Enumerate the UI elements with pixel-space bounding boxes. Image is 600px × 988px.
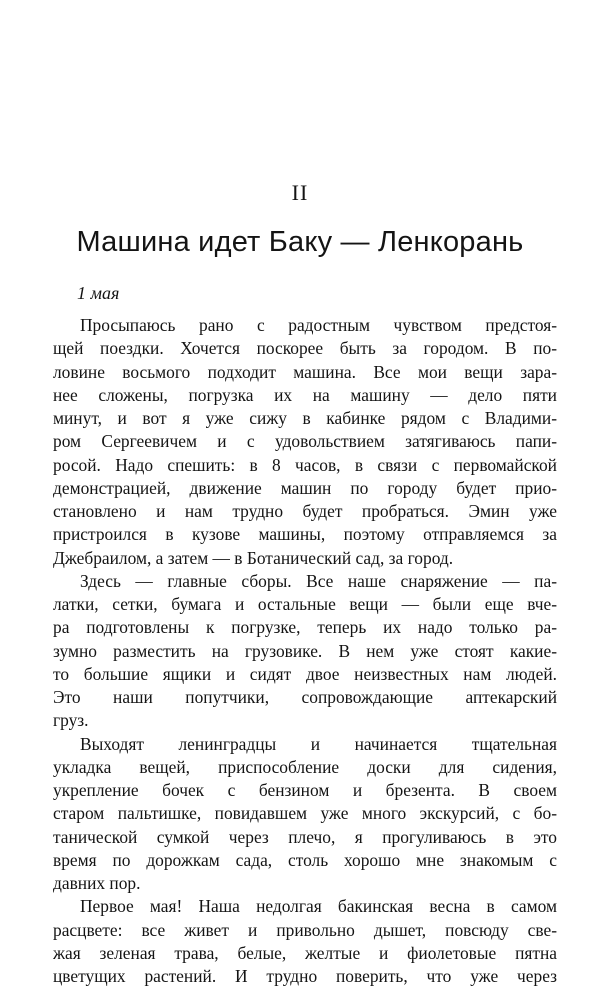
text-line: Здесь — главные сборы. Все наше снаряжение — па- — [80, 570, 557, 591]
entry-date: 1 мая — [77, 283, 120, 303]
text-line: зумно разместить на грузовике. В нем уже стоят какие- — [53, 640, 557, 661]
chapter-number: II — [291, 180, 309, 205]
text-line: расцвете: все живет и привольно дышет, повсюду све- — [53, 919, 557, 940]
text-line: минут, и вот я уже сижу в кабинке рядом с Владими- — [53, 408, 557, 428]
text-line: то большие ящики и сидят двое неизвестных нам людей. — [53, 663, 557, 684]
text-line: Это наши попутчики, сопровождающие аптекарский — [53, 687, 557, 707]
text-line: ловине восьмого подходит машина. Все мои вещи зара- — [53, 361, 557, 382]
text-line: жая зеленая трава, белые, желтые и фиолетовые пятна — [53, 942, 557, 963]
text-line: росой. Надо спешить: в 8 часов, в связи с первомайской — [53, 454, 557, 475]
text-line: щей поездки. Хочется поскорее быть за городом. В по- — [53, 338, 557, 359]
text-line: ра подготовлены к погрузке, теперь их надо только ра- — [53, 617, 557, 638]
paragraph — [53, 314, 557, 570]
text-line: Первое мая! Наша недолгая бакинская весна в самом — [80, 896, 557, 917]
text-line: пристроился в кузове машины, поэтому отправляемся за — [53, 524, 557, 545]
text-line: латки, сетки, бумага и остальные вещи — были еще вче- — [53, 594, 557, 614]
text-line: старом пальтишке, повидавшем уже много экскурсий, с бо- — [53, 803, 557, 824]
text-line: Просыпаюсь рано с радостным чувством предстоя- — [80, 315, 557, 335]
paragraph — [53, 733, 557, 896]
text-line: укладка вещей, приспособление доски для сидения, — [53, 756, 557, 777]
text-line: Джебраилом, а затем — в Ботанический сад, за город. — [53, 547, 454, 568]
body-text — [53, 314, 557, 988]
text-line: танической сумкой через плечо, я прогуливаюсь в это — [53, 826, 557, 847]
text-line: давних пор. — [53, 873, 141, 893]
paragraph — [53, 570, 557, 733]
text-line: становлено и нам трудно будет пробраться. Эмин уже — [53, 501, 557, 521]
text-line: груз. — [53, 710, 89, 731]
text-line: демонстрацией, движение машин по городу будет прио- — [53, 477, 557, 498]
text-line: цветущих растений. И трудно поверить, что уже через — [53, 966, 557, 986]
text-line: укрепление бочек с бензином и брезента. В своем — [53, 780, 557, 800]
chapter-title: Машина идет Баку — Ленкорань — [76, 226, 524, 258]
text-line: время по дорожкам сада, столь хорошо мне знакомым с — [53, 849, 557, 870]
text-line: ром Сергеевичем и с удовольствием затягиваюсь папи- — [53, 431, 557, 452]
paragraph — [53, 895, 557, 988]
text-line: Выходят ленинградцы и начинается тщательная — [80, 733, 557, 754]
text-line: нее сложены, погрузка их на машину — дело пяти — [53, 384, 557, 405]
